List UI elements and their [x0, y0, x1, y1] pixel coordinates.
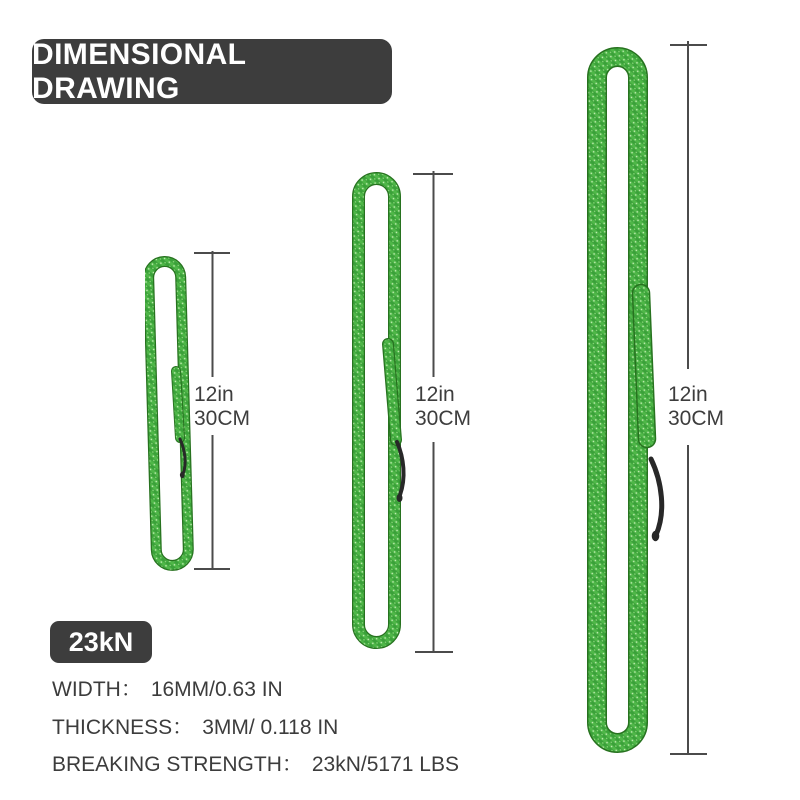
sling-image-medium [342, 169, 416, 655]
dimension-label-medium [413, 382, 473, 431]
spec-label: BREAKING STRENGTH： [52, 753, 303, 776]
sewn-overlap-strand [388, 344, 396, 440]
dimension-value-imperial: 12in [194, 383, 234, 406]
dimension-value-metric: 30CM [415, 406, 472, 430]
spec-row-thickness [52, 717, 459, 739]
webbing-loop [597, 57, 638, 743]
spec-value: 3MM/ 0.118 IN [202, 715, 339, 739]
spec-row-width [52, 679, 459, 701]
spec-label: WIDTH： [52, 678, 142, 701]
strength-badge [50, 621, 152, 663]
sewn-overlap-strand [176, 371, 180, 438]
dimension-label-large [666, 382, 726, 431]
sling-image-large [577, 34, 677, 764]
dimension-value-imperial: 12in [415, 383, 455, 406]
spec-row-breaking-strength [52, 754, 459, 776]
page-title: DIMENSIONAL DRAWING [32, 37, 246, 105]
sewn-overlap-strand [641, 293, 647, 439]
dimension-label-small [192, 382, 252, 431]
strength-badge-label: 23kN [68, 626, 134, 657]
dimension-value-imperial: 12in [668, 383, 708, 406]
specs-list [52, 679, 459, 792]
title-badge [32, 39, 392, 104]
dimension-value-metric: 30CM [668, 406, 725, 430]
dimension-value-metric: 30CM [194, 406, 251, 430]
spec-value: 23kN/5171 LBS [311, 753, 459, 776]
spec-label: THICKNESS： [52, 715, 194, 739]
black-keeper-hook [651, 459, 662, 541]
spec-value: 16MM/0.63 IN [150, 678, 283, 701]
